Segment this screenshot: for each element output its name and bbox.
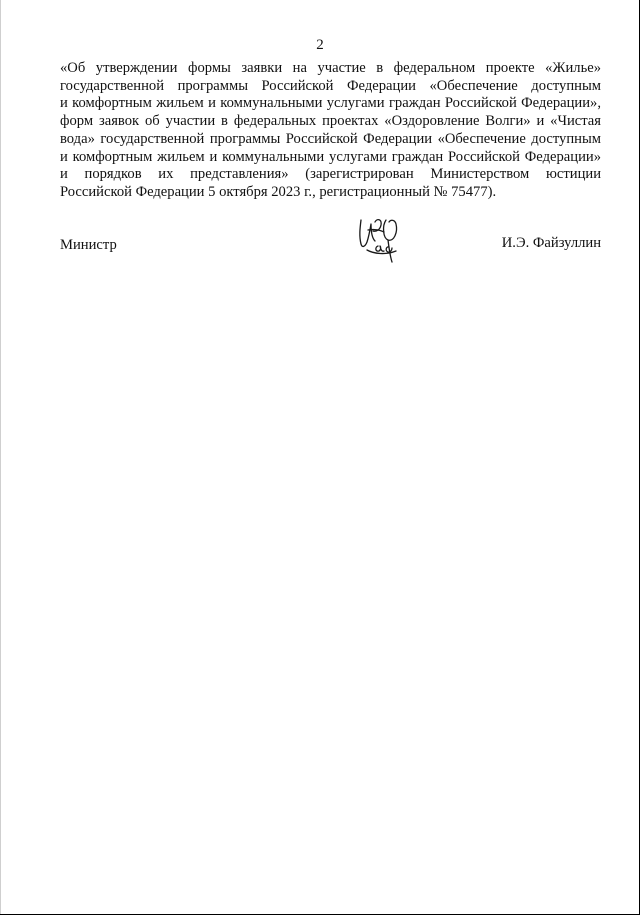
body-line: форм заявок об участии в федеральных проектах «Оздоровление Волги» и «Чистая xyxy=(60,113,601,130)
scan-edge-left xyxy=(0,0,1,915)
body-line: вода» государственной программы Российской Федерации «Обеспечение доступным xyxy=(60,130,601,147)
signatory-name: И.Э. Файзуллин xyxy=(501,235,601,251)
signatory-title: Министр xyxy=(60,237,117,253)
body-line: «Об утверждении формы заявки на участие в федеральном проекте «Жилье» xyxy=(60,60,601,76)
body-line: Российской Федерации 5 октября 2023 г., регистрационный № 75477). xyxy=(60,183,497,200)
body-paragraph xyxy=(60,60,601,202)
page-number: 2 xyxy=(316,37,324,53)
body-line: и комфортным жильем и коммунальными услугами граждан Российской Федерации» xyxy=(60,148,601,165)
body-line: и комфортным жильем и коммунальными услугами граждан Российской Федерации», xyxy=(60,95,601,112)
signature-block xyxy=(60,232,601,272)
handwritten-signature xyxy=(352,214,420,270)
body-line: и порядков их представления» (зарегистрирован Министерством юстиции xyxy=(60,166,601,183)
body-line: государственной программы Российской Федерации «Обеспечение доступным xyxy=(60,77,601,94)
